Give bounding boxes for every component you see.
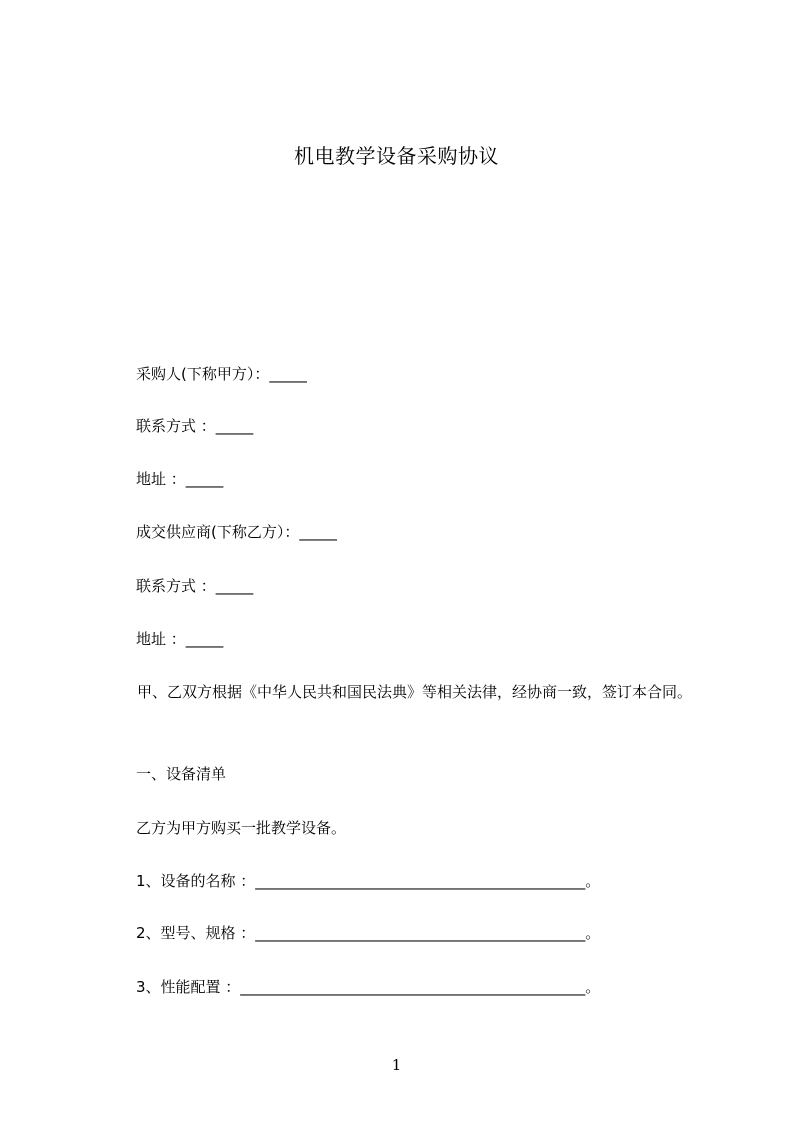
buyer-address-field: 地址 ：_____ (136, 470, 224, 488)
buyer-field: 采购人(下称甲方）：_____ (136, 365, 307, 383)
section-text: 乙方为甲方购买一批教学设备。 (136, 819, 347, 837)
supplier-field: 成交供应商(下称乙方）：_____ (136, 523, 337, 541)
intro-paragraph: 甲、乙双方根据《中华人民共和国民法典》等相关法律，经协商一致，签订本合同。 (137, 683, 693, 701)
item-equipment-name: 1、设备的名称 ：____________________________________________。 (136, 872, 601, 890)
buyer-contact-field: 联系方式 ：_____ (136, 417, 254, 435)
section-heading: 一、设备清单 (136, 765, 227, 783)
supplier-address-field: 地址 ：_____ (136, 630, 224, 648)
page-number: 1 (391, 1056, 402, 1074)
item-model-spec: 2、型号、规格 ：____________________________________________。 (136, 924, 601, 942)
item-performance-config: 3、性能配置 ：______________________________________________。 (136, 978, 601, 996)
document-title: 机电教学设备采购协议 (294, 144, 499, 168)
supplier-contact-field: 联系方式 ：_____ (136, 577, 254, 595)
